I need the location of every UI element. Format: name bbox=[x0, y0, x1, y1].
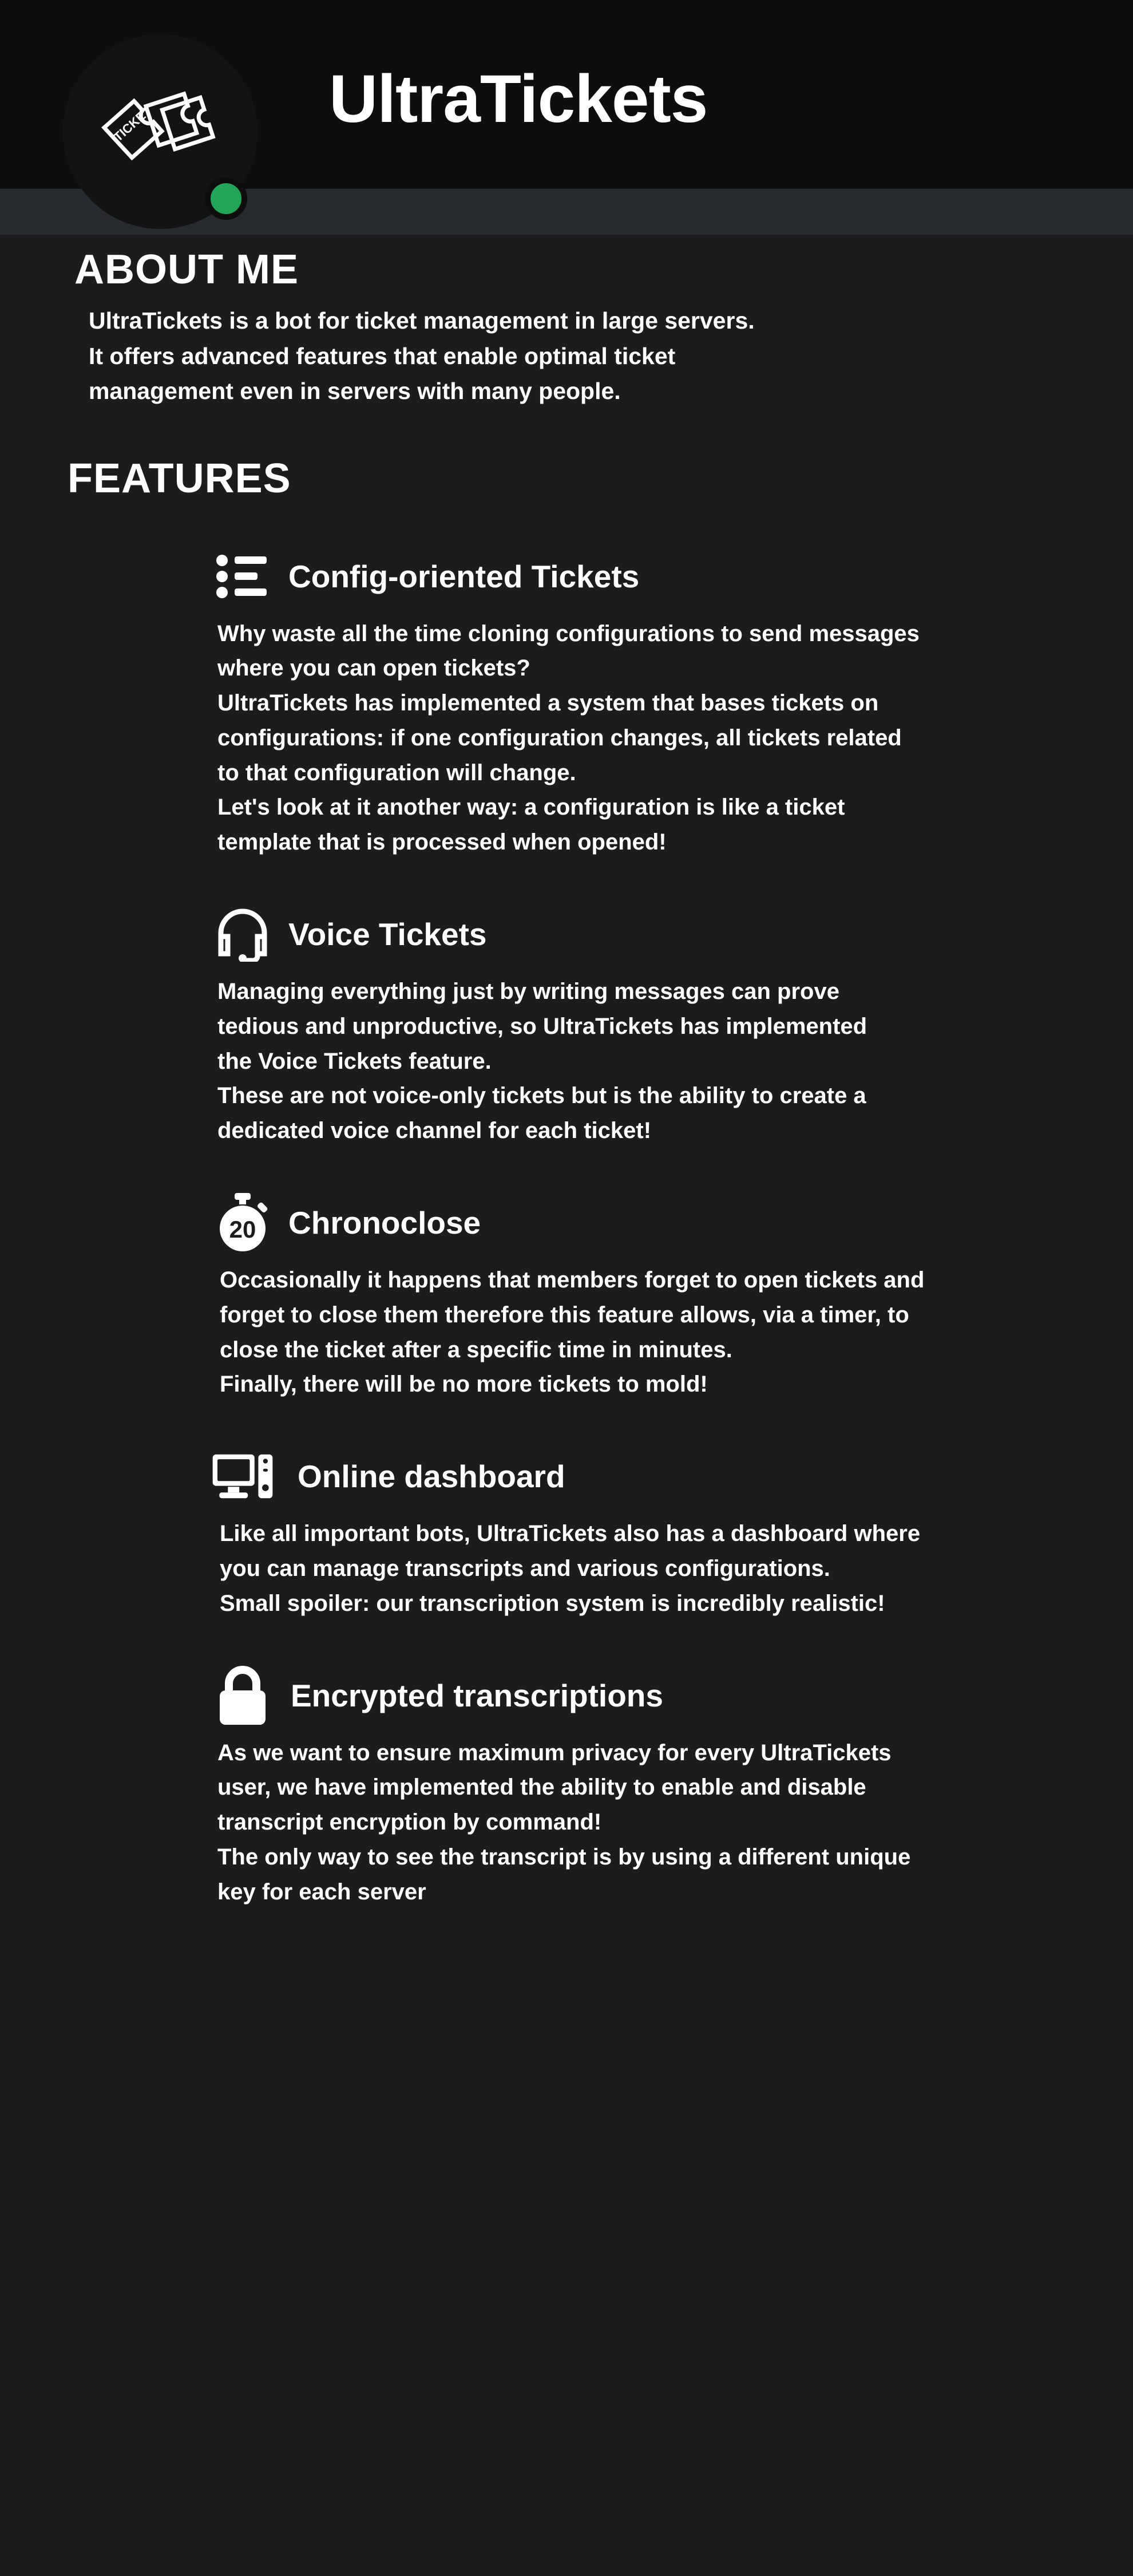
text-line: you can manage transcripts and various configurations. bbox=[220, 1556, 830, 1582]
page-title: UltraTickets bbox=[329, 61, 708, 137]
text-line: user, we have implemented the ability to enable and disable bbox=[217, 1775, 866, 1800]
feature-description bbox=[217, 1736, 1110, 1910]
feature-voice-tickets bbox=[0, 900, 1133, 1148]
text-line: Finally, there will be no more tickets to mold! bbox=[220, 1372, 708, 1397]
stopwatch-20-icon bbox=[212, 1192, 274, 1254]
about-text bbox=[89, 303, 1061, 409]
feature-chronoclose bbox=[0, 1188, 1133, 1402]
headset-icon bbox=[212, 903, 274, 965]
feature-description bbox=[217, 617, 1110, 860]
feature-description bbox=[217, 974, 1110, 1148]
avatar bbox=[63, 34, 258, 229]
status-online-indicator bbox=[205, 177, 247, 220]
text-line: These are not voice-only tickets but is the ability to create a bbox=[217, 1083, 866, 1109]
text-line: Why waste all the time cloning configurations to send messages bbox=[217, 621, 920, 646]
text-line: UltraTickets is a bot for ticket management in large servers. bbox=[89, 307, 755, 334]
text-line: Managing everything just by writing messages can prove bbox=[217, 979, 839, 1005]
text-line: Small spoiler: our transcription system is incredibly realistic! bbox=[220, 1590, 885, 1616]
stopwatch-value: 20 bbox=[229, 1216, 256, 1243]
text-line: template that is processed when opened! bbox=[217, 829, 667, 855]
text-line: The only way to see the transcript is by using a different unique bbox=[217, 1844, 911, 1870]
feature-description bbox=[220, 1263, 1112, 1402]
about-title: ABOUT ME bbox=[74, 247, 299, 293]
feature-header bbox=[212, 542, 1133, 611]
feature-name: Encrypted transcriptions bbox=[291, 1677, 663, 1713]
text-line: As we want to ensure maximum privacy for every UltraTickets bbox=[217, 1740, 892, 1765]
header bbox=[0, 0, 1133, 189]
text-line: transcript encryption by command! bbox=[217, 1809, 602, 1835]
feature-name: Voice Tickets bbox=[288, 916, 487, 953]
text-line: Like all important bots, UltraTickets also has a dashboard where bbox=[220, 1521, 921, 1547]
text-line: management even in servers with many people. bbox=[89, 378, 621, 404]
text-line: UltraTickets has implemented a system that bases tickets on bbox=[217, 690, 879, 716]
text-line: key for each server bbox=[217, 1879, 426, 1905]
text-line: close the ticket after a specific time in minutes. bbox=[220, 1337, 732, 1362]
text-line: tedious and unproductive, so UltraTickets has implemented bbox=[217, 1013, 867, 1039]
feature-description bbox=[220, 1516, 1112, 1621]
feature-header bbox=[212, 900, 1133, 969]
text-line: the Voice Tickets feature. bbox=[217, 1048, 492, 1074]
text-line: It offers advanced features that enable optimal ticket bbox=[89, 342, 676, 369]
feature-online-dashboard bbox=[0, 1442, 1133, 1621]
ticket-icon bbox=[90, 72, 231, 191]
ticket-icon-label: TICKET bbox=[110, 103, 154, 145]
feature-config-oriented-tickets bbox=[0, 542, 1133, 860]
padlock-icon bbox=[212, 1665, 274, 1726]
feature-header bbox=[212, 1188, 1133, 1257]
text-line: forget to close them therefore this feature allows, via a timer, to bbox=[220, 1302, 909, 1327]
feature-encrypted-transcriptions bbox=[0, 1661, 1133, 1910]
text-line: Let's look at it another way: a configuration is like a ticket bbox=[217, 795, 845, 820]
text-line: to that configuration will change. bbox=[217, 760, 576, 785]
feature-name: Online dashboard bbox=[298, 1459, 565, 1495]
feature-header bbox=[212, 1442, 1133, 1511]
feature-name: Config-oriented Tickets bbox=[288, 558, 640, 594]
list-bullets-icon bbox=[212, 546, 274, 607]
text-line: configurations: if one configuration changes, all tickets related bbox=[217, 725, 902, 750]
features-title: FEATURES bbox=[68, 455, 291, 501]
feature-name: Chronoclose bbox=[288, 1205, 481, 1241]
content bbox=[0, 189, 1133, 1955]
desktop-computer-icon bbox=[212, 1445, 274, 1507]
text-line: where you can open tickets? bbox=[217, 655, 530, 681]
text-line: Occasionally it happens that members forget to open tickets and bbox=[220, 1267, 925, 1293]
text-line: dedicated voice channel for each ticket! bbox=[217, 1118, 652, 1144]
feature-header bbox=[212, 1661, 1133, 1730]
